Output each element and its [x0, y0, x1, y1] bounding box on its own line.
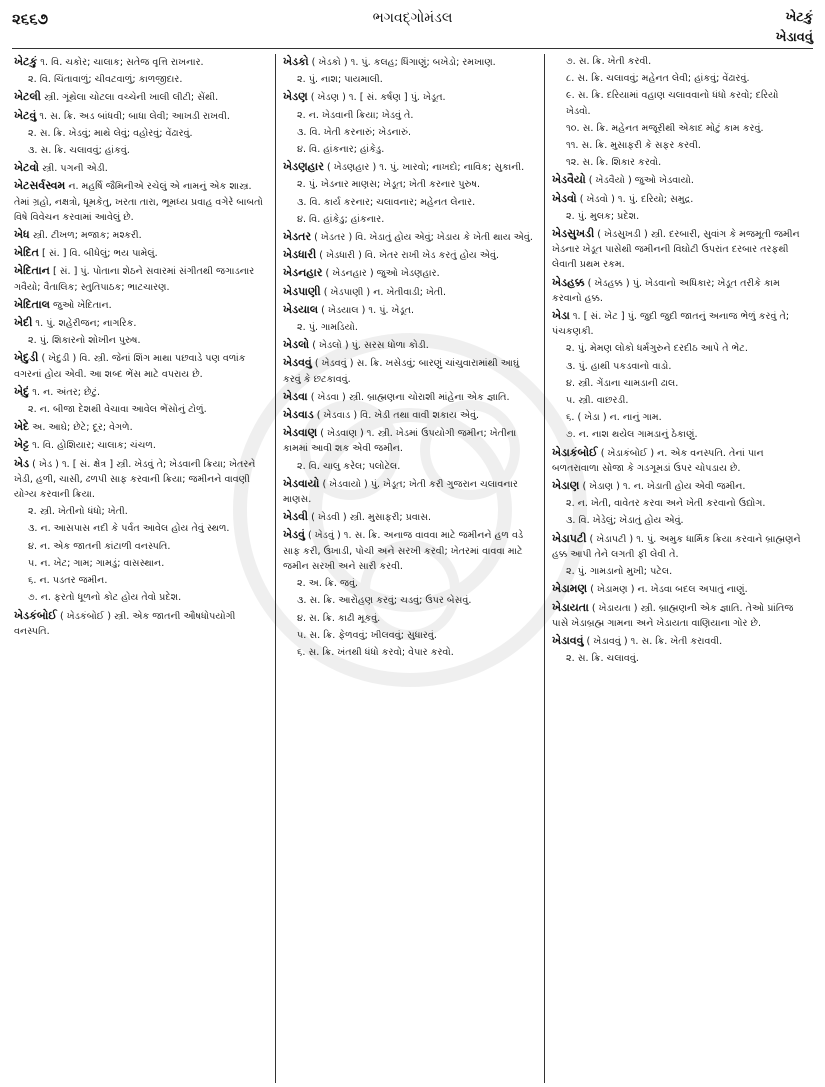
entry-headword: ખેડામણ — [552, 582, 588, 596]
entry-definition: ૫. સ. ક્રિ. ફેળવવું; ખીલવવું; સુધારવું. — [297, 629, 437, 641]
dictionary-entry — [552, 88, 806, 118]
dictionary-entry — [283, 593, 537, 608]
dictionary-entry — [552, 226, 806, 273]
dictionary-entry — [283, 89, 537, 105]
entry-definition: ( ખેડકંબોઈ ) સ્ત્રી. એક જાતની ઔષધોપયોગી વનસ્પતિ. — [14, 610, 236, 637]
entry-definition: ( ખેદુડી ) વિ. સ્ત્રી. જેનાં શિંગ માથા પછવાડે પણ વળાંક વગરનાં હોય એવી. આ શબ્દ ભેંસ માટે વપરાય છે. — [14, 353, 246, 380]
entry-definition: ૩. વિ. કાર્ય કરનાર; ચલાવનાર; મહેનત લેનાર. — [297, 196, 476, 208]
entry-definition: ૧૨. સ. ક્રિ. શિકાર કરવો. — [566, 157, 662, 169]
entry-definition: ( ખેડપાણી ) ન. ખેતીવાડી; ખેતી. — [323, 286, 447, 298]
entry-headword: ખેડવી — [283, 510, 309, 524]
dictionary-entry — [14, 504, 268, 519]
entry-headword: ખેટલી — [14, 90, 41, 104]
entry-definition: ૧. સ. ક્રિ. અડ બાંધવી; બાધા લેવી; આખડી રાખવી. — [39, 110, 230, 122]
dictionary-entry — [14, 160, 268, 176]
entry-definition: ૧૦. સ. ક્રિ. મહેનત મજૂરીથી એકાદ મોટું કામ કરવું. — [566, 122, 764, 134]
dictionary-entry — [283, 425, 537, 456]
running-title: ભગવદ્ગોમંડલ — [372, 10, 453, 26]
page-header — [12, 4, 813, 48]
dictionary-entry — [552, 410, 806, 425]
entry-headword: ખેદે — [14, 420, 30, 434]
dictionary-entry — [14, 108, 268, 124]
entry-definition: ( ખેડવાણ ) ૧. સ્ત્રી. ખેડમાં ઉપયોગી જમીન; ખેતીના કામમાં આવી શક એવી જમીન. — [283, 428, 517, 455]
dictionary-entry — [283, 159, 537, 175]
dictionary-entry — [283, 265, 537, 281]
entry-definition: [ સં. ] વિ. બીધેલું; ભય પામેલું. — [42, 248, 158, 260]
entry-definition: ( ખેડણહાર ) ૧. પું. ખારવો; નાખદો; નાવિક; સુકાની. — [326, 162, 525, 174]
dictionary-entry — [14, 89, 268, 105]
entry-definition: ૫. સ્ત્રી. વાછરડી. — [566, 395, 629, 407]
entry-definition: ૨. સ. ક્રિ. ખેડવું; માથે લેવું; વહોરવું; વેંઢારવું. — [28, 127, 193, 139]
dictionary-entry — [552, 155, 806, 170]
entry-headword: ખેડાપટી — [552, 531, 587, 545]
entry-definition: ૧. વિ. હોશિયાર; ચાલાક; ચંચળ. — [32, 440, 156, 452]
entry-definition: ૨. ન. બીજા દેશથી વેચાવા આવેલ ભેંસોનું ટોળું. — [28, 404, 207, 416]
dictionary-entry — [552, 651, 806, 666]
entry-definition: ૨. પું. મેમણ લોકો ધર્મગુરુને દરદીઠ આપે તે ભેટ. — [566, 343, 748, 355]
dictionary-entry — [14, 608, 268, 639]
entry-definition: ૧૧. સ. ક્રિ. મુસાફરી કે સફર કરવી. — [566, 140, 701, 152]
entry-headword: ખેડાકંબોઈ — [552, 445, 598, 459]
dictionary-entry — [14, 333, 268, 348]
dictionary-entry — [283, 302, 537, 318]
entry-definition: ૬. ( ખેડા ) ન. નાનું ગામ. — [566, 412, 662, 424]
entry-headword: ખેડકો — [283, 55, 309, 68]
dictionary-entry — [14, 126, 268, 141]
entry-headword: ખેદિતાન — [14, 264, 50, 278]
dictionary-entry — [552, 54, 806, 69]
dictionary-entry — [552, 191, 806, 207]
entry-definition: સ્ત્રી. ટીખળ; મજાક; મશ્કરી. — [32, 230, 142, 242]
entry-headword: ખેડધારી — [283, 248, 317, 262]
entry-definition: ૩. ન. આસપાસ નદી કે પર્વત આવેલ હોય તેવું સ્થળ. — [28, 523, 230, 535]
dictionary-entry — [552, 138, 806, 153]
dictionary-entry — [283, 320, 537, 335]
guide-words — [776, 8, 813, 48]
dictionary-entry — [14, 573, 268, 588]
entry-definition: ( ખેડકો ) ૧. પું. કલહ; ધિંગાણું; બખેડો; રમખાણ. — [311, 57, 496, 68]
entry-definition: ( ખેડાયતા ) સ્ત્રી. બ્રાહ્મણની એક જ્ઞાતિ. તેઓ પ્રાંતિજ પાસે ખેડાબ્રહ્મ ગામના અને ખેડાયતા વાણિયાના ગોર છે. — [552, 602, 794, 629]
entry-headword: ખેટ્ટ — [14, 438, 30, 452]
dictionary-entry — [14, 263, 268, 294]
entry-headword: ખેદુડી — [14, 351, 39, 365]
entry-definition: ( ખેડાકંબોઈ ) ન. એક વનસ્પતિ. તેનાં પાન બળતરાવાળા સોજા કે ગડગૂમડાં ઉપર ચોપડાય છે. — [552, 447, 764, 474]
entry-definition: સ્ત્રી. ગૂંથેલા ચોટલા વચ્ચેની ખાલી લીટી; સેંથી. — [43, 92, 219, 104]
dictionary-entry — [552, 393, 806, 408]
dictionary-entry — [283, 195, 537, 210]
dictionary-entry — [552, 478, 806, 494]
entry-headword: ખેડતર — [283, 230, 312, 244]
entry-definition: ( ખેડાવવું ) ૧. સ. ક્રિ. ખેતી કરાવવી. — [586, 635, 723, 647]
dictionary-entry — [283, 212, 537, 227]
entry-definition: ૬. ન. પડતર જમીન. — [28, 575, 108, 587]
entry-definition: ૨. પું. નાશ; પાયમાલી. — [297, 74, 383, 86]
entry-definition: ( ખેડવી ) સ્ત્રી. મુસાફરી; પ્રવાસ. — [311, 512, 432, 524]
dictionary-entry — [552, 308, 806, 339]
dictionary-entry — [283, 337, 537, 353]
entry-definition: ( ખેડવું ) ૧. સ. ક્રિ. અનાજ વાવવા માટે જમીનને હળ વડે સાફ કરી, ઉખાડી, પોચી અને સરખી કરવી; ખેતરમાં વાવવા માટે જમીન સરખી અને સારી કરવી. — [283, 530, 524, 572]
entry-definition: ૨. ન. ખેતી, વાવેતર કરવા અને ખેતી કરવાનો ઉદ્યોગ. — [566, 498, 766, 510]
entry-definition: ૩. વિ. ખેડેલું; ખેડાતું હોય એવું. — [566, 515, 684, 527]
entry-definition: ( ખેડવૈયો ) જુઓ ખેડવાયો. — [588, 175, 694, 187]
dictionary-entry — [552, 600, 806, 631]
entry-headword: ખેડવાડ — [283, 408, 314, 422]
dictionary-entry — [552, 209, 806, 224]
dictionary-entry — [14, 419, 268, 435]
entry-definition: ૨. સ. ક્રિ. ચલાવવું. — [566, 653, 639, 665]
entry-headword: ખેડવાયો — [283, 476, 320, 490]
entry-definition: ૬. સ. ક્રિ. ખંતથી ધંધો કરવો; વેપાર કરવો. — [297, 646, 454, 658]
entry-headword: ખેડયાલ — [283, 302, 319, 316]
dictionary-entry — [14, 297, 268, 313]
dictionary-entry — [283, 389, 537, 405]
entry-headword: ખેદું — [14, 384, 30, 398]
entry-definition: ( ખેડામણ ) ન. ખેડવા બદલ અપાતું નાણું. — [590, 584, 748, 596]
entry-definition: ૧. પું. શહેરીજન; નાગરિક. — [35, 318, 137, 330]
dictionary-entry — [283, 476, 537, 507]
entry-definition: ( ખેડયાલ ) ૧. પું. ખેડૂત. — [321, 304, 415, 316]
page-number: ૨૬૬૭ — [12, 10, 49, 28]
dictionary-entry — [552, 376, 806, 391]
entry-definition: ( ખેડલો ) પું. સરસ ધોળા કોડી. — [312, 340, 429, 352]
entry-headword: ખેડા — [552, 309, 570, 323]
dictionary-entry — [283, 142, 537, 157]
entry-definition: ન. મહર્ષિ જૈમિનીએ રચેલું એ નામનું એક શાસ્ત્ર. તેમાં ગ્રહો, નક્ષત્રો, ધૂમકેતુ, ખરતા તારા, ભૂમધ્ય પ્રવાહ વગેરે બાબતો વિષે વિવેચન કરવામાં આવેલું છે. — [14, 181, 263, 223]
entry-definition: ૫. ન. ખેટ; ગામ; ગામડું; વાસસ્થાન. — [28, 557, 165, 569]
dictionary-entry — [552, 71, 806, 86]
dictionary-entry — [14, 350, 268, 381]
entry-definition: ( ખેડણ ) ૧. [ સં. કર્ષણ ] પું. ખેડૂત. — [310, 92, 446, 104]
entry-definition: ( ખેડવાડ ) વિ. ખેડી તથા વાવી શકાય એવું. — [316, 410, 480, 422]
entry-headword: ખેડણ — [283, 90, 308, 104]
entry-definition: ૭. ન. ફરતો ધૂળનો કોટ હોય તેવો પ્રદેશ. — [28, 592, 182, 604]
dictionary-entry — [283, 459, 537, 474]
first-guide-word: ખેટકું — [785, 10, 813, 25]
dictionary-entry — [552, 275, 806, 306]
dictionary-entry — [552, 359, 806, 374]
entry-definition: ૨. અ. ક્રિ. જવું. — [297, 578, 359, 590]
entry-definition: ૪. વિ. હાંકનાર; હાંકેડુ. — [297, 144, 385, 156]
entry-definition: ૪. ન. એક જાતની કાંટાળી વનસ્પતિ. — [28, 540, 171, 552]
dictionary-entry — [283, 284, 537, 300]
dictionary-entry — [14, 227, 268, 243]
entry-definition: ( ખેડનહાર ) જુઓ ખેડણહાર. — [325, 268, 440, 280]
dictionary-entry — [283, 611, 537, 626]
entry-definition: ૪. વિ. હાંકેડુ; હાંકનાર. — [297, 213, 385, 225]
entry-definition: ( ખેડધારી ) વિ. ખેતર રાખી ખેડ કરતું હોય એવું. — [319, 250, 499, 262]
entry-headword: ખેડવા — [283, 389, 308, 403]
dictionary-entry — [283, 527, 537, 574]
entry-definition: ૩. પું. હાથી પકડવાનો વાડો. — [566, 360, 672, 372]
dictionary-entry — [552, 633, 806, 649]
dictionary-entry — [14, 54, 268, 70]
entry-headword: ખેડવવું — [283, 356, 312, 370]
entry-headword: ખેધ — [14, 228, 30, 242]
entry-headword: ખેદિતાલ — [14, 297, 50, 311]
entry-definition: ( ખેડાપટી ) ૧. પું. અમુક ધાર્મિક ક્રિયા કરવાને બ્રાહ્મણને હક્ક આપી તેને લગતી ફી લેવી તે. — [552, 533, 801, 560]
column-1 — [12, 54, 275, 1083]
entry-definition: ૯. સ. ક્રિ. દરિયામાં વહાણ ચલાવવાનો ધંધો કરવો; દરિયો ખેડવો. — [566, 90, 779, 117]
dictionary-entry — [14, 402, 268, 417]
entry-headword: ખેડવાણ — [283, 426, 318, 440]
entry-headword: ખેડલો — [283, 338, 310, 352]
entry-definition: ૨. પું. ગામડિયો. — [297, 322, 358, 334]
entry-headword: ખેડાયતા — [552, 600, 589, 614]
dictionary-entry — [283, 108, 537, 123]
entry-definition: ૭. ન. નાશ થયેલ ગામડાનું ઠેકાણું. — [566, 429, 698, 441]
entry-definition: ( ખેડવા ) સ્ત્રી. બ્રાહ્મણના ચોરાશી માંહેના એક જ્ઞાતિ. — [310, 391, 510, 403]
dictionary-entry — [283, 576, 537, 591]
dictionary-entry — [14, 72, 268, 87]
entry-headword: ખેડકંબોઈ — [14, 608, 57, 622]
entry-definition: ( ખેડવવું ) સ. ક્રિ. ખસેડવું; બારણું ચાંચુવારામાંથી આઘું કરવું કે છટકાવવું. — [283, 358, 520, 385]
dictionary-entry — [14, 456, 268, 503]
entry-definition: ૩. સ. ક્રિ. ચલાવવું; હાંકવું. — [28, 145, 130, 157]
dictionary-entry — [14, 384, 268, 400]
entry-headword: ખેડવૈયો — [552, 173, 586, 187]
dictionary-entry — [552, 496, 806, 511]
entry-definition: અ. આઘે; છેટે; દૂર; વેગળે. — [32, 422, 133, 434]
entry-definition: ૨. પું. ગામડાનો મુખી; પટેલ. — [566, 566, 673, 578]
entry-definition: ૧. ન. અંતર; છેટું. — [32, 386, 101, 398]
entry-definition: ૨. પું. શિકારનો શોખીન પુરુષ. — [28, 335, 141, 347]
entry-definition: ૨. વિ. ચાલુ કરેલ; પલોટેલ. — [297, 460, 401, 472]
entry-definition: ૮. સ. ક્રિ. ચલાવવું; મહેનત લેવી; હાંકવું; વેંઢારવું. — [566, 73, 750, 85]
entry-headword: ખેડસુખડી — [552, 227, 595, 241]
entry-definition: ૩. સ. ક્રિ. આરોહણ કરવું; ચડવું; ઉપર બેસવું. — [297, 595, 472, 607]
entry-headword: ખેડવો — [552, 191, 577, 205]
dictionary-entry — [283, 645, 537, 660]
dictionary-entry — [552, 427, 806, 442]
entry-headword: ખેડહક્ક — [552, 275, 585, 289]
dictionary-entry — [14, 590, 268, 605]
entry-definition: ( ખેડ ) ૧. [ સં. ક્ષેત્ર ] સ્ત્રી. ખેડવું તે; ખેડવાની ક્રિયા; ખેતરને ખેડી, હળી, ચાસી, ઢળપી સાફ કરવાની ક્રિયા; જમીનને વાવણી યોગ્ય કરવાની ક્રિયા. — [14, 458, 256, 501]
dictionary-entry — [283, 177, 537, 192]
column-3 — [544, 54, 813, 1083]
entry-definition: ૨. પું. મુલક; પ્રદેશ. — [566, 210, 640, 222]
dictionary-entry — [283, 125, 537, 140]
dictionary-entry — [552, 581, 806, 597]
dictionary-entry — [552, 531, 806, 562]
dictionary-entry — [14, 539, 268, 554]
dictionary-entry — [552, 513, 806, 528]
entry-definition: સ્ત્રી. પગની એડી. — [42, 163, 108, 175]
entry-headword: ખેડનહાર — [283, 266, 323, 280]
entry-definition: ૩. વિ. ખેતી કરનારું; ખેડનારું. — [297, 126, 412, 138]
entry-definition: ૨. પું. ખેડનાર માણસ; ખેડૂત; ખેતી કરનાર પુરુષ. — [297, 179, 481, 191]
entry-definition: જુઓ ખેદિતાન. — [53, 299, 112, 311]
dictionary-entry — [283, 72, 537, 87]
dictionary-entry — [552, 341, 806, 356]
entry-definition: ૭. સ. ક્રિ. ખેતી કરવી. — [566, 56, 652, 67]
entry-headword: ખેદી — [14, 316, 33, 330]
dictionary-entry — [552, 564, 806, 579]
entry-headword: ખેડ — [14, 456, 30, 470]
entry-definition: ૪. સ્ત્રી. ગેંડાના ચામડાની ઢાલ. — [566, 377, 679, 389]
dictionary-entry — [283, 407, 537, 423]
dictionary-entry — [283, 628, 537, 643]
entry-headword: ખેટવું — [14, 108, 37, 122]
entry-definition: [ સં. ] પું. પોતાના શેઠને સવારમાં સંગીતથી જગાડનાર ગવૈયો; વૈતાલિક; સ્તુતિપાઠક; ભાટચારણ. — [14, 266, 255, 293]
entry-definition: ( ખેડવાયો ) પું. ખેડૂત; ખેતી કરી ગુજરાન ચલાવનાર માણસ. — [283, 478, 518, 506]
entry-headword: ખેડવું — [283, 528, 305, 542]
header-rule — [12, 48, 813, 49]
dictionary-columns — [12, 54, 813, 1083]
entry-definition: ( ખેડસુખડી ) સ્ત્રી. દરબારી, સુવાંગ કે મજમૂતી જમીન ખેડનાર ખેડૂત પાસેથી જમીનની વિઘોટી ઉપરાંત દરબાર તરફથી લેવાતી પ્રથમ રકમ. — [552, 229, 800, 271]
entry-definition: ( ખેડહક્ક ) પું. ખેડવાનો અધિકાર; ખેડૂત તરીકે કામ કરવાનો હક્ક. — [552, 277, 780, 304]
dictionary-entry — [283, 509, 537, 525]
last-guide-word: ખેડાવવું — [775, 30, 813, 45]
dictionary-entry — [14, 556, 268, 571]
entry-headword: ખેડાણ — [552, 479, 580, 493]
entry-headword: ખેદિત — [14, 246, 39, 260]
entry-definition: ૨. વિ. ચિંતાવાળું; ચીવટવાળું; કાળજીદાર. — [28, 74, 183, 86]
entry-definition: ૧. વિ. ચકોર; ચાલાક; સતેજ વૃત્તિ રાખનાર. — [40, 57, 204, 68]
entry-definition: ૪. સ. ક્રિ. કાઢી મૂકવું. — [297, 612, 381, 624]
entry-headword: ખેટસર્વસ્વમ — [14, 179, 66, 193]
dictionary-entry — [552, 121, 806, 136]
dictionary-entry — [14, 315, 268, 331]
dictionary-entry — [552, 445, 806, 476]
dictionary-entry — [283, 247, 537, 263]
dictionary-entry — [552, 172, 806, 188]
dictionary-entry — [283, 54, 537, 70]
entry-headword: ખેટકું — [14, 55, 38, 68]
entry-definition: ( ખેડવો ) ૧. પું. દરિયો; સમુદ્ર. — [579, 193, 694, 205]
dictionary-entry — [14, 245, 268, 261]
dictionary-entry — [14, 437, 268, 453]
entry-definition: ૨. ન. ખેડવાની ક્રિયા; ખેડવું તે. — [297, 109, 414, 121]
entry-headword: ખેડાવવું — [552, 633, 584, 647]
entry-definition: ૧. [ સં. ખેટ ] પું. જુદી જુદી જાતનું અનાજ ભેળું કરવું તે; પંચકણકી. — [552, 311, 790, 338]
dictionary-entry — [283, 355, 537, 386]
dictionary-entry — [14, 143, 268, 158]
dictionary-entry — [14, 521, 268, 536]
entry-headword: ખેડણહાર — [283, 160, 324, 174]
column-2 — [275, 54, 544, 1083]
dictionary-entry — [14, 178, 268, 225]
entry-headword: ખેડપાણી — [283, 284, 321, 298]
entry-headword: ખેટવો — [14, 161, 40, 175]
entry-definition: ૨. સ્ત્રી. ખેતીનો ધંધો; ખેતી. — [28, 506, 128, 518]
dictionary-entry — [283, 229, 537, 245]
entry-definition: ( ખેડતર ) વિ. ખેડાતું હોય એવું; ખેડાય કે ખેતી થાય એવું. — [314, 232, 533, 244]
entry-definition: ( ખેડાણ ) ૧. ન. ખેડાતી હોય એવી જમીન. — [582, 481, 746, 493]
